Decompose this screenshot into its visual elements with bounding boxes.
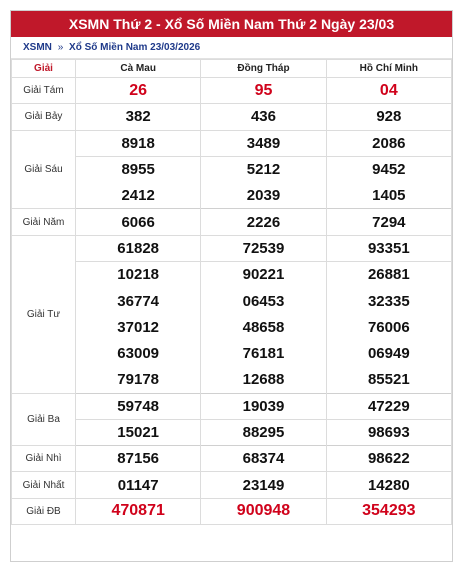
result-number: 3489 (201, 130, 326, 156)
result-number: 23149 (201, 472, 326, 498)
table-row (12, 367, 452, 393)
result-number: 26881 (326, 262, 451, 288)
breadcrumb-root-link[interactable]: XSMN (23, 42, 52, 53)
result-number: 7294 (326, 209, 451, 235)
table-row (12, 419, 452, 445)
result-number: 26 (76, 78, 201, 104)
prize-label: Giải Tám (12, 78, 76, 104)
results-table (11, 59, 452, 525)
breadcrumb-separator: » (57, 42, 64, 53)
table-row (12, 446, 452, 472)
table-row (12, 393, 452, 419)
result-number: 95 (201, 78, 326, 104)
table-row (12, 130, 452, 156)
result-number: 14280 (326, 472, 451, 498)
result-number: 72539 (201, 235, 326, 261)
result-number: 61828 (76, 235, 201, 261)
result-number: 06949 (326, 340, 451, 366)
result-number: 32335 (326, 288, 451, 314)
prize-label: Giải Tư (12, 235, 76, 393)
result-number: 928 (326, 104, 451, 130)
table-row (12, 235, 452, 261)
table-row (12, 498, 452, 524)
result-number: 1405 (326, 183, 451, 209)
result-number: 2039 (201, 183, 326, 209)
result-number: 98693 (326, 419, 451, 445)
province-header-dong-thap[interactable]: Đồng Tháp (201, 60, 326, 78)
prize-label: Giải Năm (12, 209, 76, 235)
table-row (12, 156, 452, 182)
result-number: 9452 (326, 156, 451, 182)
result-number: 382 (76, 104, 201, 130)
result-number: 436 (201, 104, 326, 130)
result-number: 76006 (326, 314, 451, 340)
table-row (12, 183, 452, 209)
result-number: 19039 (201, 393, 326, 419)
prize-label: Giải Nhất (12, 472, 76, 498)
result-number: 88295 (201, 419, 326, 445)
results-panel (10, 10, 453, 562)
result-number: 37012 (76, 314, 201, 340)
result-number: 01147 (76, 472, 201, 498)
results-body (12, 78, 452, 525)
result-number: 79178 (76, 367, 201, 393)
prize-label: Giải Nhì (12, 446, 76, 472)
result-number: 06453 (201, 288, 326, 314)
result-number: 48658 (201, 314, 326, 340)
result-number: 85521 (326, 367, 451, 393)
result-number: 93351 (326, 235, 451, 261)
prize-label: Giải Ba (12, 393, 76, 446)
breadcrumb (11, 37, 452, 59)
result-number: 59748 (76, 393, 201, 419)
province-header-ca-mau[interactable]: Cà Mau (76, 60, 201, 78)
result-number: 15021 (76, 419, 201, 445)
result-number: 36774 (76, 288, 201, 314)
result-number: 63009 (76, 340, 201, 366)
result-number: 2226 (201, 209, 326, 235)
result-number: 470871 (76, 498, 201, 524)
result-number: 6066 (76, 209, 201, 235)
result-number: 12688 (201, 367, 326, 393)
table-row (12, 78, 452, 104)
prize-column-header: Giải (12, 60, 76, 78)
result-number: 90221 (201, 262, 326, 288)
result-number: 354293 (326, 498, 451, 524)
table-row (12, 209, 452, 235)
table-row (12, 472, 452, 498)
result-number: 87156 (76, 446, 201, 472)
table-row (12, 104, 452, 130)
result-number: 8955 (76, 156, 201, 182)
result-number: 900948 (201, 498, 326, 524)
table-row (12, 314, 452, 340)
page-title: XSMN Thứ 2 - Xổ Số Miền Nam Thứ 2 Ngày 23/03 (11, 11, 452, 37)
table-row (12, 288, 452, 314)
result-number: 76181 (201, 340, 326, 366)
prize-label: Giải ĐB (12, 498, 76, 524)
table-row (12, 340, 452, 366)
table-row (12, 262, 452, 288)
result-number: 5212 (201, 156, 326, 182)
breadcrumb-current-link[interactable]: Xổ Số Miền Nam 23/03/2026 (69, 42, 201, 53)
result-number: 2086 (326, 130, 451, 156)
province-header-ho-chi-minh[interactable]: Hồ Chí Minh (326, 60, 451, 78)
result-number: 68374 (201, 446, 326, 472)
result-number: 10218 (76, 262, 201, 288)
result-number: 2412 (76, 183, 201, 209)
prize-label: Giải Sáu (12, 130, 76, 209)
result-number: 8918 (76, 130, 201, 156)
result-number: 04 (326, 78, 451, 104)
result-number: 98622 (326, 446, 451, 472)
result-number: 47229 (326, 393, 451, 419)
prize-label: Giải Bảy (12, 104, 76, 130)
table-header-row (12, 60, 452, 78)
